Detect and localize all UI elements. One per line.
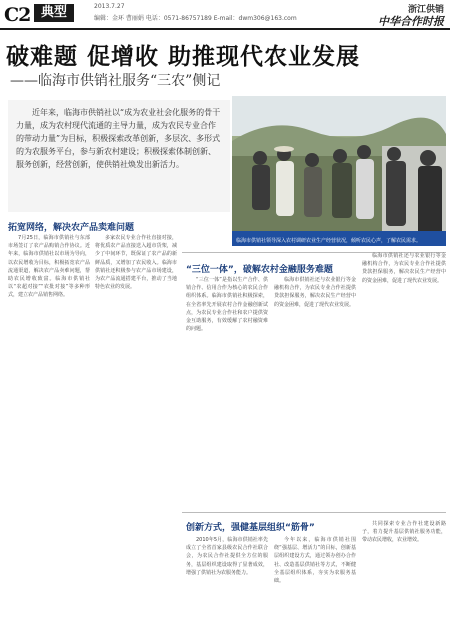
body-column-1 <box>8 234 90 634</box>
section-heading-3: 创新方式，强健基层组织“筋骨” <box>186 523 315 533</box>
body-paragraph: 临海市供销社还与农业银行等金融机构合作，为农民专业合作社提供贷款担保服务，解决农民生产经营中的资金困难，促进了现代农业发展。 <box>362 253 446 284</box>
body-column-4b <box>362 252 446 508</box>
page-header <box>0 0 450 30</box>
body-column-2 <box>95 234 177 634</box>
section-tag: 典型 <box>34 4 74 22</box>
body-paragraph: 今年以来，临海市供销社围绕“强基层、增活力”的目标，创新基层组织建设方式，通过领办创办合作社、改造基层供销社等方式，不断健全基层组织体系，夯实为农服务基础。 <box>274 537 356 585</box>
body-column-6 <box>274 536 356 636</box>
article-photo <box>232 96 446 246</box>
article-lead: 近年来，临海市供销社以“成为农业社会化服务的骨干力量，成为农村现代流通的主导力量，成为农民专业合作的带动力量”为目标，积极探索改革创新，多层次、多形式的为农服务平台，参与新农村建设；积极探索体制创新、服务创新，经营创新，使供销社焕发出新活力。 <box>8 100 230 212</box>
section-code: C2 <box>4 4 31 26</box>
section-heading-2: “三位一体”，破解农村金融服务难题 <box>186 265 333 275</box>
body-paragraph: 多家农民专业合作社直接对接，将优质农产品直接送入超市货架，减少了中间环节，既保证了农产品的新鲜品质，又增加了农民收入。临海市供销社还积极参与农产品市场建设，为农产品流通搭建平台，推动了当地特色农业的发展。 <box>95 235 177 291</box>
divider <box>182 512 446 513</box>
issue-date: 2013.7.27 <box>94 3 125 10</box>
article-headline: 破难题 促增收 助推现代农业发展 <box>6 44 361 70</box>
body-paragraph: 共同探索专业合作社建设新路子，着力提升基层供销社服务功能，带动农民增收，农业增效。 <box>362 521 446 544</box>
photo-caption: 临海市供销社领导深入农村调研农业生产经营状况，倾听农民心声，了解农民需求。 <box>236 238 422 244</box>
body-paragraph: 临海市供销社还与农业银行等金融机构合作，为农民专业合作社提供贷款担保服务，解决农民生产经营中的资金困难，促进了现代农业发展。 <box>274 277 356 308</box>
body-column-5 <box>186 536 268 636</box>
field-visit-photo <box>232 96 446 246</box>
section-heading-1: 拓宽网络，解决农产品卖难问题 <box>8 223 135 233</box>
newspaper-name: 中华合作时报 <box>378 15 444 28</box>
body-paragraph: “三位一体”是指以生产合作、供销合作、信用合作为核心的农民合作组织体系。临海市供销社积极探索，在全省率先开展农村合作金融创新试点，为农民专业合作社和农户提供资金互助服务，有效缓解了农村融资难的问题。 <box>186 277 268 333</box>
editor-contacts: 编辑：金环 曹丽娟 电话：0571-86757189 E-mail：dwm306@163.com <box>94 15 297 22</box>
body-column-7 <box>362 520 446 636</box>
body-paragraph: 7月25日，临海市供销社与东部市场签订了农产品购销合作协议。近年来，临海市供销社以市场为导向，以农民增收为目标，积极拓宽农产品流通渠道，解决农产品卖难问题，帮助农民增收致富。临海市供销社以“农超对接”“农批对接”等多种形式，建立农产品销售网络。 <box>8 235 90 299</box>
article-subheadline: ——临海市供销社服务“三农”侧记 <box>10 73 221 89</box>
body-column-3 <box>186 276 268 508</box>
body-column-4 <box>274 276 356 508</box>
region-label: 浙江供销 <box>407 5 444 15</box>
body-paragraph: 2010年5月，临海市供销社率先成立了全省首家县级农民合作社联合会，为农民合作社提供全方位的服务，基层组织建设取得了显著成效，增强了供销社为农服务能力。 <box>186 537 268 576</box>
